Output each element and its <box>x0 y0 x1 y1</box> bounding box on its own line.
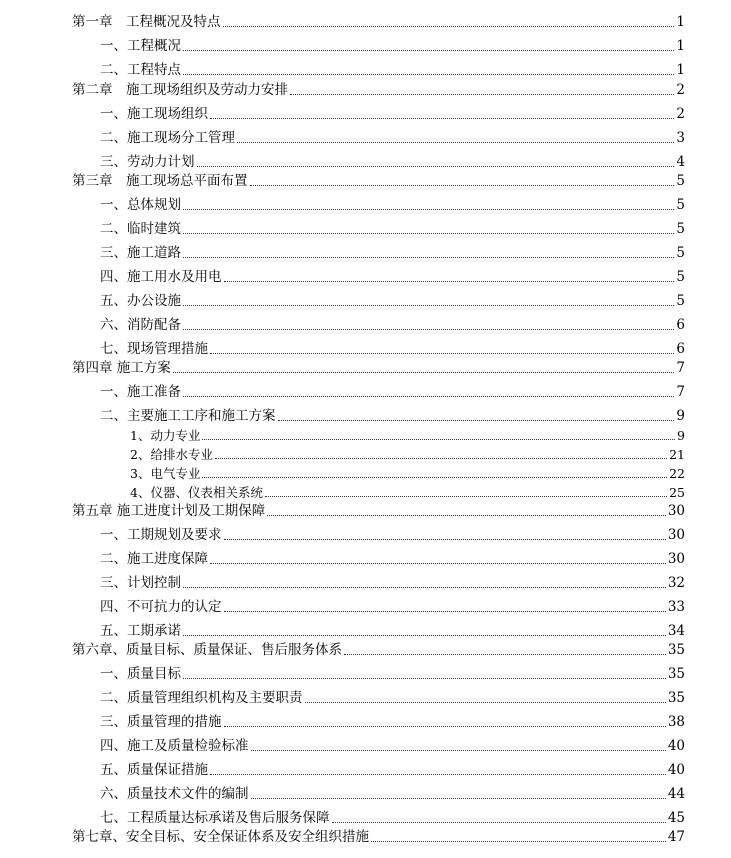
toc-label: 一、总体规划 <box>100 197 181 213</box>
dot-leader <box>183 73 674 75</box>
toc-section[interactable] <box>100 107 685 122</box>
toc-label: 一、工程概况 <box>100 38 181 54</box>
toc-section[interactable] <box>100 39 685 54</box>
toc-label: 二、工程特点 <box>100 62 181 78</box>
dot-leader <box>202 438 675 440</box>
toc-page-number: 40 <box>667 762 685 778</box>
toc-section[interactable] <box>100 131 685 146</box>
toc-page-number: 1 <box>676 14 685 30</box>
toc-page-number: 35 <box>667 690 685 706</box>
toc-label: 4、仪器、仪表相关系统 <box>130 485 263 500</box>
toc-page-number: 33 <box>667 599 685 615</box>
toc-section[interactable] <box>100 811 685 826</box>
toc-page-number: 7 <box>676 384 685 400</box>
toc-page-number: 1 <box>676 38 685 54</box>
toc-label: 第三章 施工现场总平面布置 <box>72 173 248 189</box>
toc-section[interactable] <box>100 715 685 730</box>
toc-section[interactable] <box>100 222 685 237</box>
toc-label: 1、动力专业 <box>130 428 201 443</box>
toc-page-number: 9 <box>677 428 685 443</box>
dot-leader <box>278 419 675 421</box>
dot-leader <box>197 165 675 167</box>
toc-page-number: 1 <box>676 62 685 78</box>
dot-leader <box>173 371 675 373</box>
toc-label: 三、施工道路 <box>100 245 181 261</box>
toc-section[interactable] <box>100 528 685 543</box>
toc-label: 2、给排水专业 <box>130 447 213 462</box>
toc-page-number: 6 <box>676 341 685 357</box>
toc-page-number: 35 <box>667 666 685 682</box>
dot-leader <box>183 232 674 234</box>
toc-page-number: 5 <box>676 245 685 261</box>
dot-leader <box>251 749 666 751</box>
toc-page-number: 47 <box>667 829 685 845</box>
toc-page-number: 9 <box>676 408 685 424</box>
toc-page-number: 30 <box>667 503 685 519</box>
toc-label: 二、主要施工工序和施工方案 <box>100 408 276 424</box>
toc-page-number: 7 <box>676 360 685 376</box>
toc-label: 一、施工现场组织 <box>100 106 208 122</box>
toc-page-number: 21 <box>669 447 685 462</box>
toc-page-number: 2 <box>676 106 685 122</box>
dot-leader <box>332 821 666 823</box>
toc-section[interactable] <box>100 691 685 706</box>
toc-label: 第六章、质量目标、质量保证、售后服务体系 <box>72 642 342 658</box>
dot-leader <box>183 256 674 258</box>
dot-leader <box>183 395 674 397</box>
toc-section[interactable] <box>100 763 685 778</box>
dot-leader <box>267 514 666 516</box>
toc-label: 六、消防配备 <box>100 317 181 333</box>
toc-page-number: 32 <box>667 575 685 591</box>
dot-leader <box>183 328 674 330</box>
toc-section[interactable] <box>100 787 685 802</box>
dot-leader <box>183 208 674 210</box>
dot-leader <box>224 610 666 612</box>
toc-chapter[interactable] <box>72 504 685 519</box>
toc-label: 三、劳动力计划 <box>100 154 195 170</box>
toc-section[interactable] <box>100 667 685 682</box>
toc-section[interactable] <box>100 294 685 309</box>
toc-section[interactable] <box>100 385 685 400</box>
dot-leader <box>237 141 674 143</box>
toc-page-number: 35 <box>667 642 685 658</box>
dot-leader <box>344 653 666 655</box>
toc-chapter[interactable] <box>72 174 685 189</box>
toc-page-number: 5 <box>676 221 685 237</box>
dot-leader <box>224 538 666 540</box>
toc-section[interactable] <box>100 624 685 639</box>
dot-leader <box>183 49 674 51</box>
dot-leader <box>210 773 666 775</box>
toc-section[interactable] <box>100 198 685 213</box>
dot-leader <box>183 634 666 636</box>
toc-page-number: 30 <box>667 527 685 543</box>
toc-page-number: 45 <box>667 810 685 826</box>
toc-label: 第二章 施工现场组织及劳动力安排 <box>72 82 288 98</box>
dot-leader <box>251 797 666 799</box>
toc-label: 四、不可抗力的认定 <box>100 599 222 615</box>
toc-chapter[interactable] <box>72 361 685 376</box>
toc-section[interactable] <box>100 318 685 333</box>
toc-page-number: 5 <box>676 269 685 285</box>
toc-label: 四、施工用水及用电 <box>100 269 222 285</box>
toc-chapter[interactable] <box>72 830 685 845</box>
toc-section[interactable] <box>100 600 685 615</box>
toc-subsection[interactable] <box>130 485 685 500</box>
toc-label: 四、施工及质量检验标准 <box>100 738 249 754</box>
toc-label: 一、施工准备 <box>100 384 181 400</box>
toc-section[interactable] <box>100 409 685 424</box>
toc-section[interactable] <box>100 342 685 357</box>
dot-leader <box>224 280 675 282</box>
dot-leader <box>265 495 667 497</box>
toc-page-number: 40 <box>667 738 685 754</box>
toc-section[interactable] <box>100 270 685 285</box>
dot-leader <box>210 562 666 564</box>
toc-page-number: 5 <box>676 293 685 309</box>
dot-leader <box>224 725 666 727</box>
toc-label: 二、施工进度保障 <box>100 551 208 567</box>
toc-label: 五、质量保证措施 <box>100 762 208 778</box>
dot-leader <box>223 25 675 27</box>
toc-page-number: 5 <box>676 197 685 213</box>
dot-leader <box>183 304 674 306</box>
toc-chapter[interactable] <box>72 83 685 98</box>
toc-page-number: 38 <box>667 714 685 730</box>
toc-page-number: 34 <box>667 623 685 639</box>
toc-label: 五、工期承诺 <box>100 623 181 639</box>
toc-chapter[interactable] <box>72 15 685 30</box>
toc-section[interactable] <box>100 739 685 754</box>
toc-page-number: 22 <box>669 466 685 481</box>
toc-label: 二、施工现场分工管理 <box>100 130 235 146</box>
dot-leader <box>215 457 667 459</box>
toc-label: 七、现场管理措施 <box>100 341 208 357</box>
toc-subsection[interactable] <box>130 447 685 462</box>
toc-subsection[interactable] <box>130 428 685 443</box>
toc-label: 二、临时建筑 <box>100 221 181 237</box>
toc-label: 一、质量目标 <box>100 666 181 682</box>
toc-subsection[interactable] <box>130 466 685 481</box>
toc-label: 五、办公设施 <box>100 293 181 309</box>
toc-page-number: 30 <box>667 551 685 567</box>
dot-leader <box>290 93 674 95</box>
toc-label: 三、计划控制 <box>100 575 181 591</box>
dot-leader <box>210 117 674 119</box>
toc-page-number: 44 <box>667 786 685 802</box>
dot-leader <box>183 586 666 588</box>
dot-leader <box>305 701 666 703</box>
toc-page-number: 5 <box>676 173 685 189</box>
toc-label: 第四章 施工方案 <box>72 360 171 376</box>
toc-label: 第七章、安全目标、安全保证体系及安全组织措施 <box>72 829 369 845</box>
toc-label: 一、工期规划及要求 <box>100 527 222 543</box>
toc-section[interactable] <box>100 246 685 261</box>
toc-page-number: 4 <box>676 154 685 170</box>
dot-leader <box>183 677 666 679</box>
toc-page-number: 3 <box>676 130 685 146</box>
toc-label: 六、质量技术文件的编制 <box>100 786 249 802</box>
toc-label: 第五章 施工进度计划及工期保障 <box>72 503 266 519</box>
toc-label: 第一章 工程概况及特点 <box>72 14 221 30</box>
toc-label: 二、质量管理组织机构及主要职责 <box>100 690 303 706</box>
toc-section[interactable] <box>100 155 685 170</box>
dot-leader <box>250 184 675 186</box>
toc-page-number: 2 <box>676 82 685 98</box>
dot-leader <box>210 352 674 354</box>
toc-section[interactable] <box>100 63 685 78</box>
toc-section[interactable] <box>100 576 685 591</box>
toc-label: 三、质量管理的措施 <box>100 714 222 730</box>
dot-leader <box>202 476 667 478</box>
toc-label: 3、电气专业 <box>130 466 201 481</box>
toc-label: 七、工程质量达标承诺及售后服务保障 <box>100 810 330 826</box>
dot-leader <box>371 840 666 842</box>
toc-chapter[interactable] <box>72 643 685 658</box>
toc-section[interactable] <box>100 552 685 567</box>
toc-page-number: 6 <box>676 317 685 333</box>
toc-page-number: 25 <box>669 485 685 500</box>
